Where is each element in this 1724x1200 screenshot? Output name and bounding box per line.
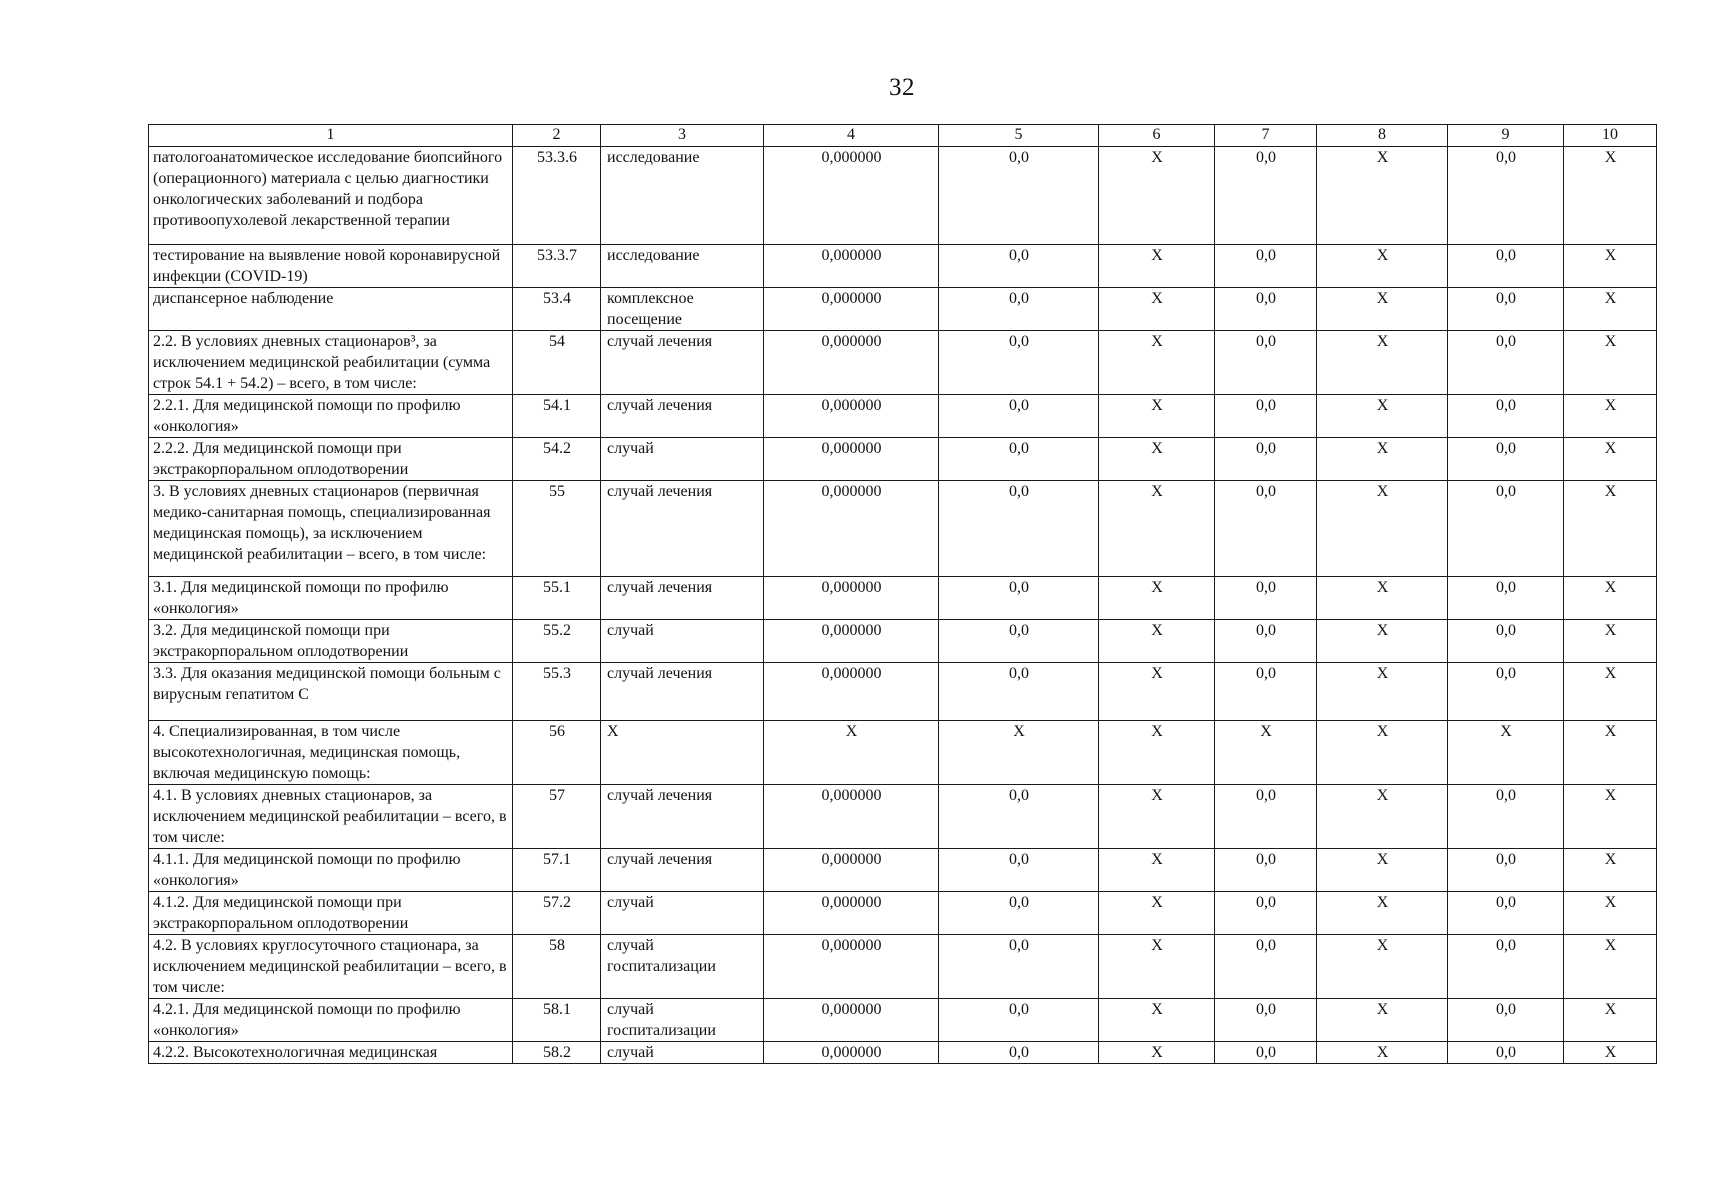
table-row	[149, 892, 1657, 935]
unit-cell: исследование	[601, 147, 764, 245]
row-label-cell: 4.1.1. Для медицинской помощи по профилю «онкология»	[149, 849, 513, 892]
column-number-header: 5	[939, 125, 1099, 147]
value-cell: 0,0	[939, 147, 1099, 245]
value-cell: 0,0	[1448, 663, 1564, 721]
value-cell: 0,0	[1215, 438, 1317, 481]
unit-cell: исследование	[601, 245, 764, 288]
value-cell: 0,0	[1448, 785, 1564, 849]
value-cell: 0,0	[1448, 481, 1564, 577]
value-cell: X	[1317, 849, 1448, 892]
column-number-header: 8	[1317, 125, 1448, 147]
value-cell: X	[1099, 1042, 1215, 1064]
norm-value-cell: 0,000000	[764, 147, 939, 245]
value-cell: X	[1317, 935, 1448, 999]
table-row	[149, 288, 1657, 331]
value-cell: X	[1099, 481, 1215, 577]
norm-value-cell: 0,000000	[764, 892, 939, 935]
value-cell: 0,0	[1215, 892, 1317, 935]
norm-value-cell: 0,000000	[764, 1042, 939, 1064]
value-cell: 0,0	[1215, 999, 1317, 1042]
value-cell: X	[1317, 577, 1448, 620]
data-table	[148, 124, 1657, 1064]
unit-cell: случай	[601, 1042, 764, 1064]
value-cell: X	[1099, 663, 1215, 721]
row-code-cell: 53.3.7	[513, 245, 601, 288]
row-code-cell: 58.1	[513, 999, 601, 1042]
row-code-cell: 58	[513, 935, 601, 999]
value-cell: X	[1564, 892, 1657, 935]
row-code-cell: 55.1	[513, 577, 601, 620]
unit-cell: X	[601, 721, 764, 785]
row-code-cell: 54	[513, 331, 601, 395]
value-cell: X	[1099, 438, 1215, 481]
value-cell: X	[1564, 849, 1657, 892]
value-cell: 0,0	[1448, 849, 1564, 892]
unit-cell: случай лечения	[601, 849, 764, 892]
norm-value-cell: X	[764, 721, 939, 785]
value-cell: 0,0	[939, 620, 1099, 663]
value-cell: 0,0	[1448, 892, 1564, 935]
row-label-cell: 3.1. Для медицинской помощи по профилю «онкология»	[149, 577, 513, 620]
page-number: 32	[889, 74, 915, 101]
value-cell: 0,0	[939, 331, 1099, 395]
norm-value-cell: 0,000000	[764, 331, 939, 395]
value-cell: X	[1099, 620, 1215, 663]
unit-cell: случай госпитализации	[601, 999, 764, 1042]
value-cell: 0,0	[1448, 438, 1564, 481]
row-code-cell: 57	[513, 785, 601, 849]
value-cell: X	[1317, 620, 1448, 663]
value-cell: 0,0	[939, 935, 1099, 999]
value-cell: X	[1099, 147, 1215, 245]
value-cell: X	[1448, 721, 1564, 785]
value-cell: X	[1564, 245, 1657, 288]
value-cell: 0,0	[1215, 663, 1317, 721]
value-cell: X	[1317, 245, 1448, 288]
value-cell: X	[1564, 1042, 1657, 1064]
value-cell: X	[1317, 1042, 1448, 1064]
value-cell: 0,0	[1215, 245, 1317, 288]
value-cell: X	[1317, 892, 1448, 935]
unit-cell: случай лечения	[601, 577, 764, 620]
row-label-cell: 4. Специализированная, в том числе высокотехнологичная, медицинская помощь, включая медицинскую помощь:	[149, 721, 513, 785]
value-cell: 0,0	[1215, 1042, 1317, 1064]
value-cell: 0,0	[1448, 999, 1564, 1042]
value-cell: 0,0	[939, 1042, 1099, 1064]
value-cell: X	[1099, 785, 1215, 849]
column-number-header: 7	[1215, 125, 1317, 147]
value-cell: 0,0	[939, 999, 1099, 1042]
table-row	[149, 785, 1657, 849]
value-cell: X	[1564, 935, 1657, 999]
unit-cell: случай	[601, 438, 764, 481]
norm-value-cell: 0,000000	[764, 395, 939, 438]
row-code-cell: 53.3.6	[513, 147, 601, 245]
value-cell: X	[1317, 721, 1448, 785]
unit-cell: случай лечения	[601, 663, 764, 721]
value-cell: 0,0	[939, 481, 1099, 577]
norm-value-cell: 0,000000	[764, 245, 939, 288]
value-cell: X	[1215, 721, 1317, 785]
value-cell: X	[1099, 288, 1215, 331]
row-label-cell: 4.2.2. Высокотехнологичная медицинская	[149, 1042, 513, 1064]
norm-value-cell: 0,000000	[764, 438, 939, 481]
value-cell: X	[1564, 999, 1657, 1042]
value-cell: 0,0	[939, 438, 1099, 481]
value-cell: X	[1564, 147, 1657, 245]
row-code-cell: 57.1	[513, 849, 601, 892]
row-label-cell: 3.2. Для медицинской помощи при экстракорпоральном оплодотворении	[149, 620, 513, 663]
column-number-header: 1	[149, 125, 513, 147]
value-cell: 0,0	[1448, 331, 1564, 395]
column-number-header: 3	[601, 125, 764, 147]
value-cell: 0,0	[939, 785, 1099, 849]
row-label-cell: 4.2.1. Для медицинской помощи по профилю «онкология»	[149, 999, 513, 1042]
value-cell: X	[1564, 331, 1657, 395]
row-label-cell: диспансерное наблюдение	[149, 288, 513, 331]
value-cell: X	[1099, 892, 1215, 935]
value-cell: 0,0	[1215, 785, 1317, 849]
column-number-header: 10	[1564, 125, 1657, 147]
value-cell: X	[1564, 395, 1657, 438]
row-label-cell: патологоанатомическое исследование биопсийного (операционного) материала с целью диагностики онкологических заболеваний и подбора противоопухолевой лекарственной терапии	[149, 147, 513, 245]
value-cell: 0,0	[1215, 147, 1317, 245]
norm-value-cell: 0,000000	[764, 663, 939, 721]
table-row	[149, 663, 1657, 721]
value-cell: 0,0	[1448, 935, 1564, 999]
value-cell: 0,0	[1448, 1042, 1564, 1064]
value-cell: X	[1099, 849, 1215, 892]
value-cell: X	[1564, 721, 1657, 785]
row-code-cell: 55	[513, 481, 601, 577]
table-row	[149, 147, 1657, 245]
value-cell: X	[1564, 785, 1657, 849]
value-cell: X	[1564, 620, 1657, 663]
unit-cell: случай лечения	[601, 481, 764, 577]
value-cell: 0,0	[1448, 620, 1564, 663]
table-row	[149, 395, 1657, 438]
value-cell: 0,0	[1448, 147, 1564, 245]
norm-value-cell: 0,000000	[764, 999, 939, 1042]
unit-cell: комплексное посещение	[601, 288, 764, 331]
unit-cell: случай лечения	[601, 331, 764, 395]
value-cell: X	[1099, 999, 1215, 1042]
value-cell: X	[1317, 331, 1448, 395]
value-cell: 0,0	[1215, 331, 1317, 395]
value-cell: X	[1317, 481, 1448, 577]
value-cell: 0,0	[939, 245, 1099, 288]
norm-value-cell: 0,000000	[764, 620, 939, 663]
table-row	[149, 245, 1657, 288]
table-row	[149, 620, 1657, 663]
row-code-cell: 55.3	[513, 663, 601, 721]
value-cell: 0,0	[939, 288, 1099, 331]
value-cell: X	[1317, 288, 1448, 331]
value-cell: X	[939, 721, 1099, 785]
value-cell: X	[1099, 245, 1215, 288]
table-row	[149, 935, 1657, 999]
value-cell: X	[1317, 999, 1448, 1042]
table-row	[149, 999, 1657, 1042]
row-label-cell: 4.2. В условиях круглосуточного стационара, за исключением медицинской реабилитации – всего, в том числе:	[149, 935, 513, 999]
value-cell: X	[1317, 395, 1448, 438]
norm-value-cell: 0,000000	[764, 577, 939, 620]
value-cell: 0,0	[1215, 935, 1317, 999]
value-cell: X	[1317, 438, 1448, 481]
value-cell: 0,0	[1215, 849, 1317, 892]
value-cell: X	[1099, 577, 1215, 620]
row-label-cell: 4.1.2. Для медицинской помощи при экстракорпоральном оплодотворении	[149, 892, 513, 935]
value-cell: 0,0	[1215, 620, 1317, 663]
table-body	[149, 147, 1657, 1064]
value-cell: X	[1317, 785, 1448, 849]
row-label-cell: 2.2.2. Для медицинской помощи при экстракорпоральном оплодотворении	[149, 438, 513, 481]
header-row	[149, 125, 1657, 147]
norm-value-cell: 0,000000	[764, 785, 939, 849]
norm-value-cell: 0,000000	[764, 288, 939, 331]
row-code-cell: 53.4	[513, 288, 601, 331]
row-label-cell: тестирование на выявление новой коронавирусной инфекции (COVID-19)	[149, 245, 513, 288]
value-cell: X	[1564, 663, 1657, 721]
table-row	[149, 331, 1657, 395]
column-number-header: 9	[1448, 125, 1564, 147]
unit-cell: случай госпитализации	[601, 935, 764, 999]
column-number-header: 6	[1099, 125, 1215, 147]
unit-cell: случай лечения	[601, 785, 764, 849]
value-cell: 0,0	[1215, 395, 1317, 438]
value-cell: 0,0	[939, 849, 1099, 892]
unit-cell: случай лечения	[601, 395, 764, 438]
row-code-cell: 56	[513, 721, 601, 785]
value-cell: 0,0	[1448, 288, 1564, 331]
value-cell: 0,0	[939, 663, 1099, 721]
norm-value-cell: 0,000000	[764, 481, 939, 577]
column-number-header: 2	[513, 125, 601, 147]
row-code-cell: 54.1	[513, 395, 601, 438]
value-cell: 0,0	[939, 395, 1099, 438]
table-row	[149, 721, 1657, 785]
row-code-cell: 54.2	[513, 438, 601, 481]
unit-cell: случай	[601, 892, 764, 935]
value-cell: X	[1564, 288, 1657, 331]
value-cell: X	[1564, 481, 1657, 577]
value-cell: 0,0	[1215, 288, 1317, 331]
value-cell: 0,0	[1448, 245, 1564, 288]
value-cell: X	[1564, 438, 1657, 481]
value-cell: X	[1317, 663, 1448, 721]
value-cell: X	[1317, 147, 1448, 245]
unit-cell: случай	[601, 620, 764, 663]
value-cell: 0,0	[1215, 481, 1317, 577]
value-cell: X	[1099, 935, 1215, 999]
norm-value-cell: 0,000000	[764, 935, 939, 999]
table-row	[149, 438, 1657, 481]
norm-value-cell: 0,000000	[764, 849, 939, 892]
row-code-cell: 55.2	[513, 620, 601, 663]
row-label-cell: 2.2. В условиях дневных стационаров³, за исключением медицинской реабилитации (сумма строк 54.1 + 54.2) – всего, в том числе:	[149, 331, 513, 395]
value-cell: 0,0	[1448, 395, 1564, 438]
row-label-cell: 3. В условиях дневных стационаров (первичная медико-санитарная помощь, специализированная медицинская помощь), за исключением медицинской реабилитации – всего, в том числе:	[149, 481, 513, 577]
column-number-header: 4	[764, 125, 939, 147]
value-cell: 0,0	[939, 577, 1099, 620]
row-code-cell: 57.2	[513, 892, 601, 935]
value-cell: X	[1099, 331, 1215, 395]
value-cell: X	[1564, 577, 1657, 620]
table-row	[149, 1042, 1657, 1064]
row-label-cell: 3.3. Для оказания медицинской помощи больным с вирусным гепатитом С	[149, 663, 513, 721]
row-label-cell: 4.1. В условиях дневных стационаров, за исключением медицинской реабилитации – всего, в том числе:	[149, 785, 513, 849]
row-code-cell: 58.2	[513, 1042, 601, 1064]
value-cell: 0,0	[1215, 577, 1317, 620]
table-row	[149, 577, 1657, 620]
value-cell: 0,0	[1448, 577, 1564, 620]
value-cell: 0,0	[939, 892, 1099, 935]
table-row	[149, 849, 1657, 892]
table-row	[149, 481, 1657, 577]
row-label-cell: 2.2.1. Для медицинской помощи по профилю «онкология»	[149, 395, 513, 438]
value-cell: X	[1099, 395, 1215, 438]
value-cell: X	[1099, 721, 1215, 785]
